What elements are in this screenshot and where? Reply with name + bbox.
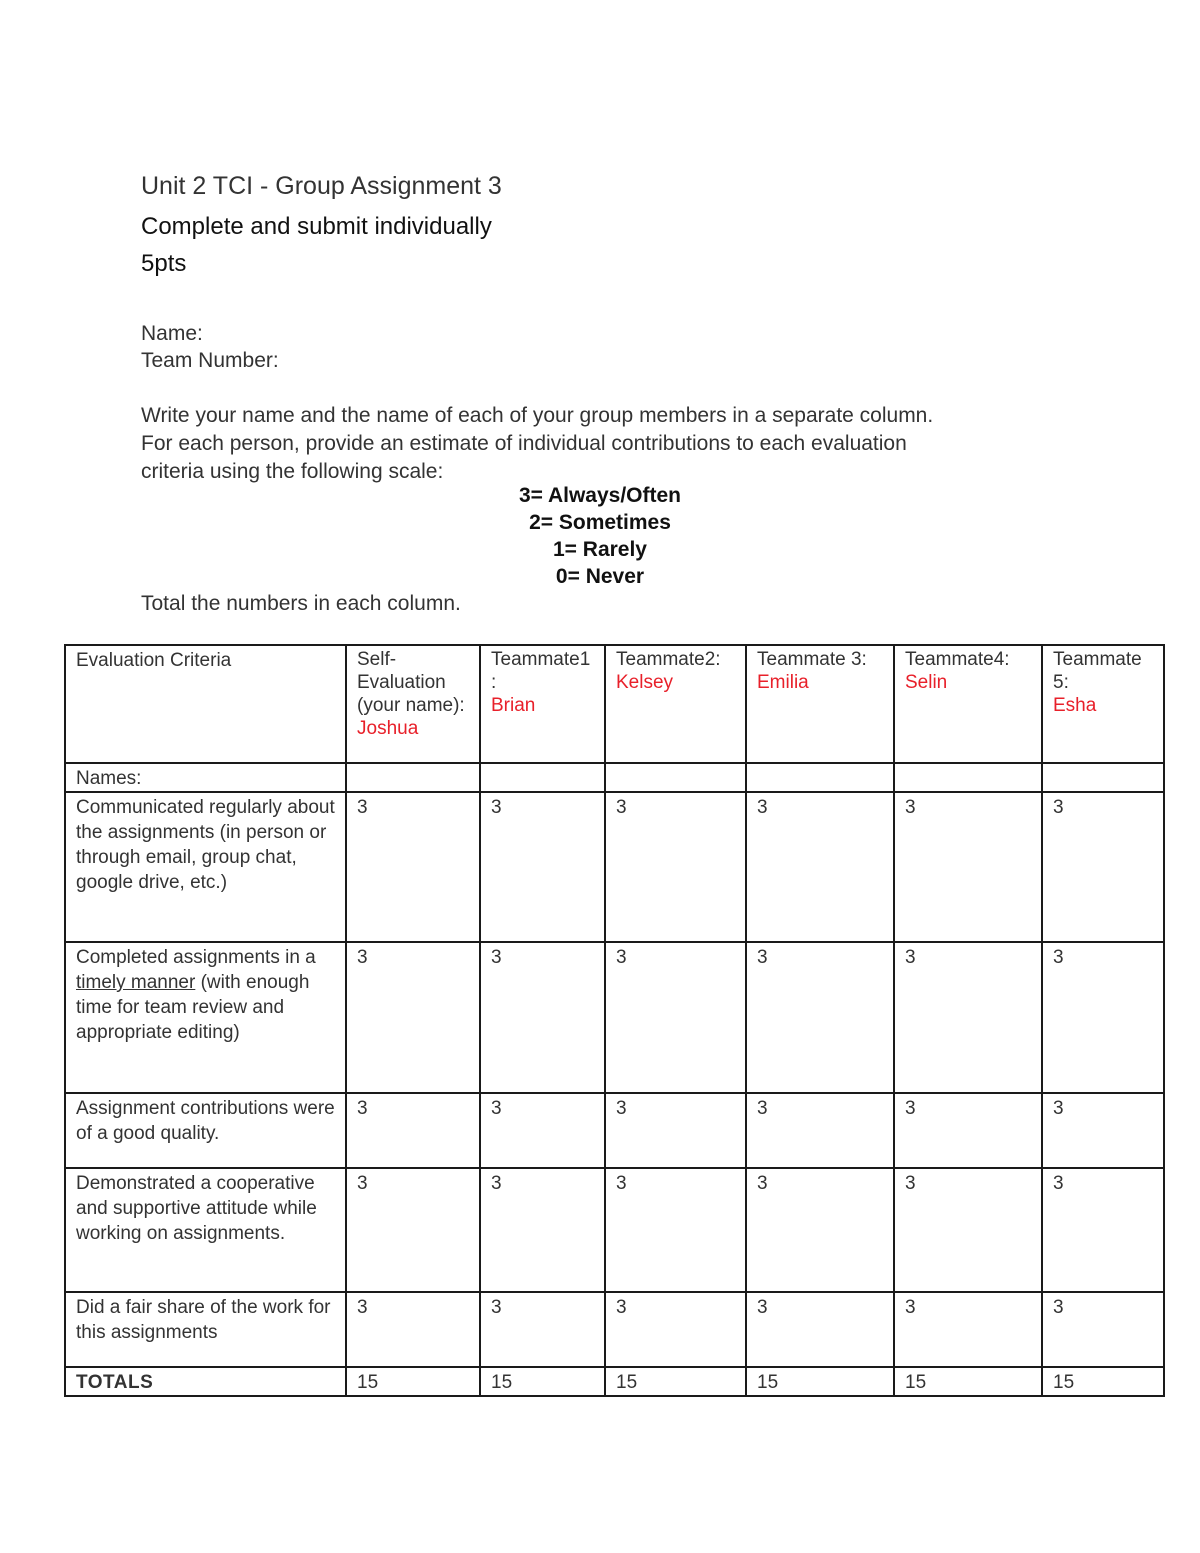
score-cell: 3 xyxy=(480,1168,605,1292)
table-row xyxy=(65,942,1164,1093)
score-cell: 3 xyxy=(1042,942,1164,1093)
scale-item: 2= Sometimes xyxy=(529,511,671,534)
score-cell: 3 xyxy=(346,1168,480,1292)
header-teammate xyxy=(894,645,1042,763)
header-label: Teammate4: xyxy=(905,649,1010,670)
score-cell: 3 xyxy=(346,792,480,942)
header-label: Self-Evaluation (your name): xyxy=(357,649,465,716)
header-row xyxy=(65,645,1164,763)
score-cell: 3 xyxy=(1042,1292,1164,1367)
names-row xyxy=(65,763,1164,792)
score-cell: 3 xyxy=(894,942,1042,1093)
document-subtitle: Complete and submit individually xyxy=(141,213,492,240)
criterion-underlined: timely manner xyxy=(76,972,196,993)
score-cell: 3 xyxy=(605,942,746,1093)
score-cell: 3 xyxy=(1042,1168,1164,1292)
header-label: Teammate2: xyxy=(616,649,721,670)
total-cell: 15 xyxy=(1042,1367,1164,1396)
header-label: Teammate 3: xyxy=(757,649,867,670)
team-number-label: Team Number: xyxy=(141,349,279,372)
criterion-cell xyxy=(65,942,346,1093)
score-cell: 3 xyxy=(605,1093,746,1168)
member-name: Esha xyxy=(1053,695,1097,716)
score-cell: 3 xyxy=(894,1168,1042,1292)
score-cell: 3 xyxy=(605,1168,746,1292)
total-cell: 15 xyxy=(480,1367,605,1396)
total-cell: 15 xyxy=(746,1367,894,1396)
instruction-line: criteria using the following scale: xyxy=(141,460,444,483)
member-name: Brian xyxy=(491,695,536,716)
total-instruction: Total the numbers in each column. xyxy=(141,592,461,615)
score-cell: 3 xyxy=(1042,1093,1164,1168)
instruction-line: For each person, provide an estimate of individual contributions to each evaluation xyxy=(141,432,907,455)
name-field-label: Name: xyxy=(141,322,203,345)
scale-item: 3= Always/Often xyxy=(518,484,682,507)
evaluation-table xyxy=(64,644,1165,1397)
score-cell: 3 xyxy=(346,1093,480,1168)
score-cell: 3 xyxy=(480,792,605,942)
member-name: Emilia xyxy=(757,672,809,693)
header-label: Teammate1 : xyxy=(491,649,591,693)
name-cell xyxy=(894,763,1042,792)
total-cell: 15 xyxy=(605,1367,746,1396)
score-cell: 3 xyxy=(894,1093,1042,1168)
member-name: Selin xyxy=(905,672,948,693)
totals-row xyxy=(65,1367,1164,1396)
header-criteria: Evaluation Criteria xyxy=(65,645,346,763)
header-label: Teammate 5: xyxy=(1053,649,1142,693)
points-label: 5pts xyxy=(141,250,187,277)
total-cell: 15 xyxy=(894,1367,1042,1396)
member-name: Joshua xyxy=(357,718,419,739)
score-cell: 3 xyxy=(894,1292,1042,1367)
name-cell xyxy=(346,763,480,792)
name-cell xyxy=(605,763,746,792)
name-cell xyxy=(480,763,605,792)
header-teammate xyxy=(746,645,894,763)
instructions xyxy=(141,402,1141,486)
score-cell: 3 xyxy=(1042,792,1164,942)
criterion-cell: Assignment contributions were of a good quality. xyxy=(65,1093,346,1168)
header-teammate xyxy=(1042,645,1164,763)
criterion-text: Completed assignments in a xyxy=(76,947,316,968)
score-cell: 3 xyxy=(894,792,1042,942)
score-cell: 3 xyxy=(746,792,894,942)
scale-item: 1= Rarely xyxy=(553,538,647,561)
score-cell: 3 xyxy=(480,942,605,1093)
score-cell: 3 xyxy=(346,1292,480,1367)
score-cell: 3 xyxy=(746,1168,894,1292)
criterion-cell: Communicated regularly about the assignments (in person or through email, group chat, google drive, etc.) xyxy=(65,792,346,942)
score-cell: 3 xyxy=(480,1292,605,1367)
names-label: Names: xyxy=(65,763,346,792)
header-teammate xyxy=(480,645,605,763)
total-cell: 15 xyxy=(346,1367,480,1396)
table-row xyxy=(65,1168,1164,1292)
table-row xyxy=(65,1093,1164,1168)
name-cell xyxy=(1042,763,1164,792)
instruction-line: Write your name and the name of each of your group members in a separate column. xyxy=(141,404,934,427)
criterion-text: (with enough time for team review and appropriate editing) xyxy=(76,972,310,1043)
header-self xyxy=(346,645,480,763)
header-teammate xyxy=(605,645,746,763)
score-cell: 3 xyxy=(746,1292,894,1367)
score-cell: 3 xyxy=(605,1292,746,1367)
score-cell: 3 xyxy=(746,1093,894,1168)
member-name: Kelsey xyxy=(616,672,674,693)
criterion-cell: Did a fair share of the work for this assignments xyxy=(65,1292,346,1367)
table-row xyxy=(65,792,1164,942)
score-cell: 3 xyxy=(746,942,894,1093)
score-cell: 3 xyxy=(605,792,746,942)
criterion-cell: Demonstrated a cooperative and supportive attitude while working on assignments. xyxy=(65,1168,346,1292)
score-cell: 3 xyxy=(480,1093,605,1168)
totals-label: TOTALS xyxy=(65,1367,346,1396)
scale-item: 0= Never xyxy=(555,565,645,588)
document-title: Unit 2 TCI - Group Assignment 3 xyxy=(141,172,502,200)
name-cell xyxy=(746,763,894,792)
score-cell: 3 xyxy=(346,942,480,1093)
table-row xyxy=(65,1292,1164,1367)
